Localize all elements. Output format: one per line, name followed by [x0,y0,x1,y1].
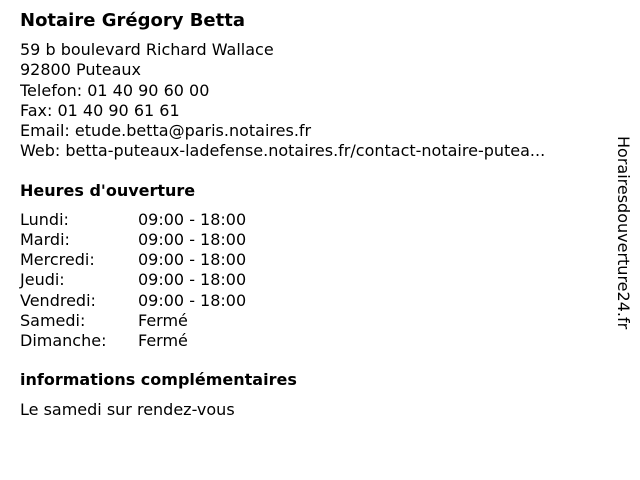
day-hours: 09:00 - 18:00 [138,270,247,290]
day-hours: Fermé [138,331,188,350]
hours-row-friday [20,291,610,311]
business-card [20,10,610,420]
website-link[interactable]: betta-puteaux-ladefense.notaires.fr/contact-notaire-putea... [65,141,546,161]
hours-row-thursday [20,270,610,290]
day-label: Lundi: [20,209,69,229]
day-label: Mercredi: [20,250,95,270]
hours-row-sunday [20,331,610,351]
opening-hours-list [20,210,610,351]
hours-row-monday [20,210,610,230]
hours-row-saturday [20,311,610,331]
day-hours: 09:00 - 18:00 [138,250,247,270]
brand-text: Horairesdouverture24.fr [614,136,633,330]
day-label: Jeudi: [20,270,65,290]
extra-info-heading: informations complémentaires [20,370,297,390]
hours-row-tuesday [20,230,610,250]
day-hours: Fermé [138,310,188,330]
contact-block [20,40,610,162]
day-label: Samedi: [20,310,86,330]
day-label: Dimanche: [20,331,107,350]
extra-info-text: Le samedi sur rendez-vous [20,400,235,420]
address-line-1: 59 b boulevard Richard Wallace [20,40,274,59]
hours-heading: Heures d'ouverture [20,180,196,200]
day-hours: 09:00 - 18:00 [138,209,247,229]
business-name: Notaire Grégory Betta [20,10,245,31]
address-line-2: 92800 Puteaux [20,60,142,80]
hours-row-wednesday [20,250,610,270]
brand-watermark [611,136,635,372]
phone-line: Telefon: 01 40 90 60 00 [20,80,210,100]
day-hours: 09:00 - 18:00 [138,290,247,310]
fax-line: Fax: 01 40 90 61 61 [20,100,180,120]
day-label: Mardi: [20,229,70,249]
email-line: Email: etude.betta@paris.notaires.fr [20,121,312,141]
web-label: Web: [20,141,66,161]
day-label: Vendredi: [20,290,96,310]
day-hours: 09:00 - 18:00 [138,229,247,249]
web-line [20,141,610,161]
